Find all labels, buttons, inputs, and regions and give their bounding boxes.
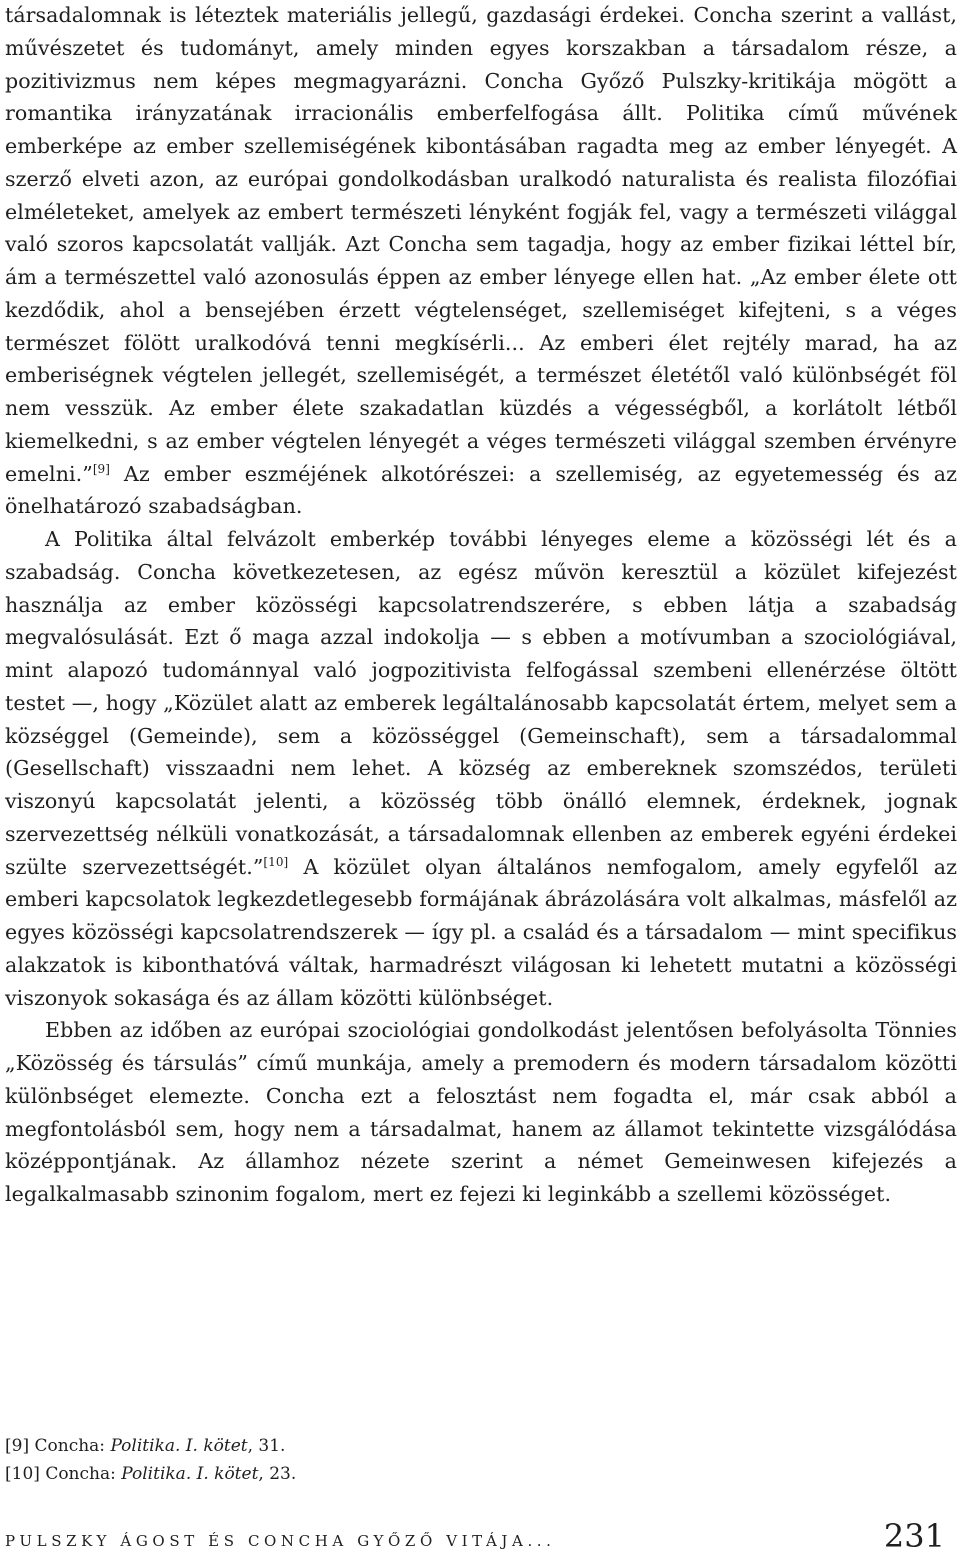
footnote-ref-9[interactable]: [9] bbox=[92, 461, 110, 476]
footnote-title: Politika. I. kötet bbox=[110, 1436, 248, 1456]
paragraph-1 bbox=[5, 0, 957, 523]
page-number: 231 bbox=[883, 1517, 945, 1555]
running-head: PULSZKY ÁGOST ÉS CONCHA GYŐZŐ VITÁJA... bbox=[5, 1532, 556, 1550]
main-text bbox=[5, 0, 957, 1211]
footnote-page: , 31. bbox=[247, 1436, 286, 1456]
footnote-9 bbox=[5, 1432, 905, 1460]
footnote-title: Politika. I. kötet bbox=[121, 1464, 259, 1484]
footnote-ref-10[interactable]: [10] bbox=[263, 854, 289, 869]
paragraph-text: A közület olyan általános nemfogalom, amely egyfelől az emberi kapcsolatok legkezdetlegesebb formájának ábrázolására volt alkalmas, másfelől az egyes közösségi kapcsolatrendszerek — így pl. a család és a társadalom — mint specifikus alakzatok is kibonthatóvá váltak, harmadrészt világosan ki lehetett mutatni a közösségi viszonyok sokasága és az állam közötti különbséget. bbox=[5, 854, 957, 1010]
footnote-author: Concha: bbox=[45, 1464, 116, 1484]
paragraph-3 bbox=[5, 1014, 957, 1211]
footnote-10 bbox=[5, 1460, 905, 1488]
footnote-label: [9] bbox=[5, 1436, 30, 1456]
footnote-label: [10] bbox=[5, 1464, 40, 1484]
paragraph-text: Ebben az időben az európai szociológiai gondolkodást jelentősen befolyásolta Tönnies „Közösség és társulás” című munkája, amely a premodern és modern társadalom közötti különbséget elemezte. Concha ezt a felosztást nem fogadta el, már csak abból a megfontolásból sem, hogy nem a társadalmat, hanem az államot tekintette vizsgálódása középpontjának. Az államhoz nézete szerint a német Gemeinwesen kifejezés a legalkalmasabb szinonim fogalom, mert ez fejezi ki leginkább a szellemi közösséget. bbox=[5, 1018, 957, 1206]
paragraph-2 bbox=[5, 523, 957, 1014]
paragraph-text: A Politika által felvázolt emberkép további lényeges eleme a közösségi lét és a szabadság. Concha következetesen, az egész művön keresztül a közület kifejezést használja az ember közösségi kapcsolatrendszerére, s ebben látja a szabadság megvalósulását. Ezt ő maga azzal indokolja — s ebben a motívumban a szociológiával, mint alapozó tudománnyal való jogpozitivista felfogással szembeni ellenérzése öltött testet —, hogy „Közület alatt az emberek legáltalánosabb kapcsolatát értem, melyet sem a községgel (Gemeinde), sem a közösséggel (Gemeinschaft), sem a társadalommal (Gesellschaft) visszaadni nem lehet. A község az embereknek szomszédos, területi viszonyú kapcsolatát jelenti, a közösség több önálló elemnek, érdeknek, jognak szervezettség nélküli vonatkozását, a társadalomnak ellenben az emberek egyéni érdekei szülte szervezettségét.” bbox=[5, 527, 957, 879]
paragraph-text: Az ember eszméjének alkotórészei: a szellemiség, az egyetemesség és az önelhatározó szabadságban. bbox=[5, 461, 957, 519]
footnote-author: Concha: bbox=[34, 1436, 106, 1456]
paragraph-text: társadalomnak is léteztek materiális jellegű, gazdasági érdekei. Concha szerint a vallást, művészetet és tudományt, amely minden egyes korszakban a társadalom része, a pozitivizmus nem képes megmagyarázni. Concha Győző Pulszky-kritikája mögött a romantika irányzatának irracionális emberfelfogása állt. Politika című művének emberképe az ember szellemiségének kibontásában ragadta meg az ember lényegét. A szerző elveti azon, az európai gondolkodásban uralkodó naturalista és realista filozófiai elméleteket, amelyek az embert természeti lényként fogják fel, vagy a természeti világgal való szoros kapcsolatát vallják. Azt Concha sem tagadja, hogy az ember fizikai léttel bír, ám a természettel való azonosulás éppen az ember lényege ellen hat. „Az ember élete ott kezdődik, ahol a bensejében érzett végtelenséget, szellemiséget kifejteni, s a véges természet fölött uralkodóvá tenni megkísérli... Az emberi élet rejtély marad, ha az emberiségnek végtelen jellegét, szellemiségét, a természet életétől való különbségét föl nem vesszük. Az ember élete szakadatlan küzdés a végességből, a korlátolt létből kiemelkedni, s az ember végtelen lényegét a véges természeti világgal szemben érvényre emelni.” bbox=[5, 3, 957, 486]
footnotes bbox=[5, 1432, 905, 1488]
page-footer bbox=[5, 1517, 955, 1556]
footnote-page: , 23. bbox=[258, 1464, 297, 1484]
